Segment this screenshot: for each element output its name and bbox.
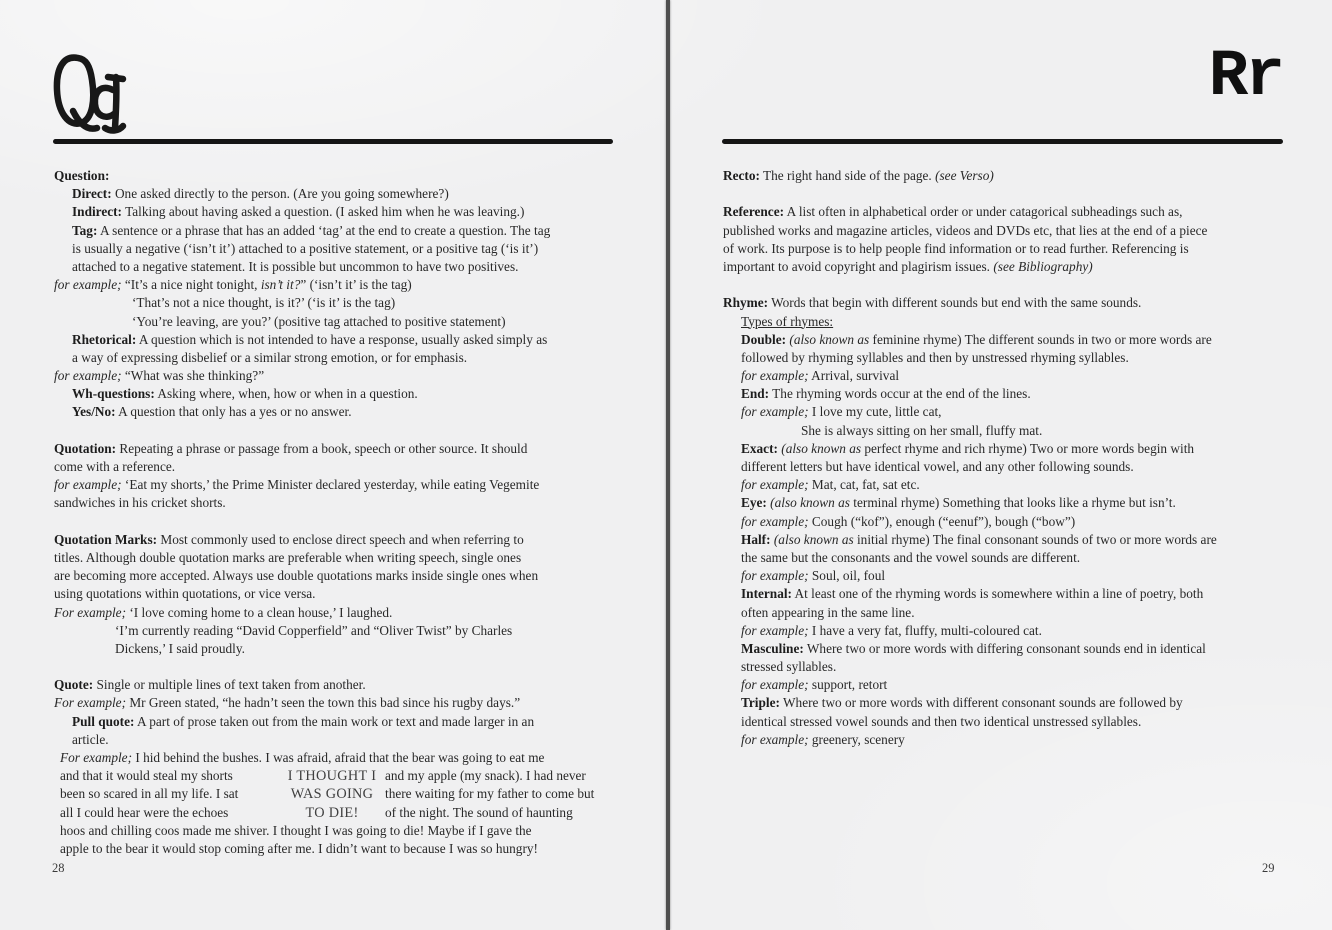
text-line (723, 694, 1291, 712)
text-line (54, 622, 622, 640)
text-line (723, 440, 1291, 458)
text-segment: Half: (741, 531, 771, 547)
text-segment: ‘That’s not a nice thought, is it?’ (‘is it’ is the tag) (132, 295, 396, 311)
text-segment: Mat, cat, fat, sat etc. (808, 477, 920, 493)
text-line (54, 476, 622, 494)
text-segment: a way of expressing disbelief or a similar strong emotion, or for emphasis. (72, 349, 468, 365)
text-segment: isn’t it? (260, 277, 301, 293)
text-segment: Double: (741, 331, 787, 347)
text-segment: (also known as (786, 331, 870, 347)
text-segment: Direct: (72, 186, 112, 202)
text-segment: Arrival, survival (808, 368, 900, 384)
text-segment: stressed syllables. (741, 659, 837, 675)
text-segment: using quotations within quotations, or vice versa. (54, 586, 316, 602)
blank-line (54, 658, 622, 676)
text-segment: different letters but have identical vowel, and any other following sounds. (741, 459, 1134, 474)
page-number-right: 29 (1262, 861, 1275, 875)
text-segment: (also known as (777, 440, 862, 456)
text-line (54, 403, 622, 421)
text-segment: At least one of the rhyming words is somewhere within a line of poetry, both (791, 586, 1204, 602)
text-segment: Triple: (741, 695, 780, 711)
text-line (54, 440, 622, 458)
text-line (54, 604, 622, 622)
text-segment: End: (741, 386, 770, 402)
pull-quote-text: I THOUGHT I (287, 768, 377, 785)
text-segment: initial rhyme) The final consonant sounds of two or more words are (853, 531, 1217, 547)
text-line (723, 349, 1291, 367)
text-segment: support, retort (808, 677, 888, 693)
text-segment: ‘I love coming home to a clean house,’ I laughed. (126, 604, 393, 620)
text-segment: The rhyming words occur at the end of the lines. (769, 386, 1031, 402)
text-line (54, 331, 622, 349)
text-line (54, 458, 622, 476)
text-segment: A list often in alphabetical order or under catagorical subheadings such as, (784, 204, 1183, 220)
text-line (54, 203, 622, 221)
text-line (723, 640, 1291, 658)
text-segment: of the night. The sound of haunting (385, 804, 573, 820)
text-segment: Mr Green stated, “he hadn’t seen the town this bad since his rugby days.” (126, 695, 521, 711)
text-line (54, 840, 622, 858)
text-line (54, 240, 622, 258)
text-line (54, 676, 622, 694)
pull-quote-text: TO DIE! (305, 804, 359, 821)
text-segment: hoos and chilling coos made me shiver. I thought I was going to die! Maybe if I gave the (60, 822, 532, 838)
text-line (723, 476, 1291, 494)
text-segment: article. (72, 731, 109, 747)
text-segment: published works and magazine articles, videos and DVDs etc, that lies at the end of a piece (723, 222, 1208, 238)
text-segment: One asked directly to the person. (Are you going somewhere?) (111, 186, 449, 202)
text-segment: for example; (54, 477, 122, 493)
text-line (723, 549, 1291, 567)
text-line (54, 731, 622, 749)
text-line (54, 385, 622, 403)
text-line (54, 276, 622, 294)
text-segment: ‘I’m currently reading “David Copperfield” and “Oliver Twist” by Charles (115, 622, 513, 638)
text-segment: for example; (741, 622, 809, 638)
text-segment: Rhetorical: (72, 331, 137, 347)
text-segment: For example; (54, 604, 126, 620)
text-segment: Wh-questions: (72, 386, 155, 402)
text-segment: Quotation: (54, 440, 117, 456)
text-segment: Types of rhymes: (741, 313, 834, 329)
text-segment: For example; (54, 695, 126, 711)
text-segment: for example; (741, 677, 809, 693)
text-line (54, 640, 622, 658)
text-line (54, 749, 622, 767)
text-line (54, 531, 622, 549)
text-segment: followed by rhyming syllables and then by unstressed rhyming syllables. (741, 349, 1129, 365)
text-segment: of work. Its purpose is to help people find information or to read further. Referencing is (723, 240, 1189, 256)
blank-line (723, 276, 1291, 294)
text-segment: Talking about having asked a question. (I asked him when he was leaving.) (121, 204, 525, 220)
text-segment: often appearing in the same line. (741, 604, 915, 620)
text-segment: Indirect: (72, 204, 122, 220)
text-segment: ” (‘isn’t it’ is the tag) (300, 277, 412, 293)
text-segment: all I could hear were the echoes (60, 804, 229, 820)
text-line (723, 713, 1291, 731)
text-segment: “What was she thinking?” (121, 368, 265, 384)
text-segment: greenery, scenery (808, 731, 905, 747)
text-segment: Where two or more words with differing consonant sounds end in identical (803, 640, 1206, 656)
text-segment: for example; (741, 404, 809, 420)
text-line (54, 258, 622, 276)
blank-line (723, 185, 1291, 203)
blank-line (54, 422, 622, 440)
text-segment: Recto: (723, 168, 760, 183)
pullquote-wrap-line (54, 785, 622, 803)
text-line (723, 458, 1291, 476)
text-segment: Yes/No: (72, 404, 116, 420)
text-line (723, 622, 1291, 640)
text-segment: for example; (54, 368, 122, 384)
text-line (723, 604, 1291, 622)
text-line (723, 513, 1291, 531)
text-segment: Asking where, when, how or when in a question. (154, 386, 418, 402)
text-segment: are becoming more accepted. Always use double quotations marks inside single ones when (54, 568, 539, 584)
text-segment: Exact: (741, 440, 778, 456)
text-segment: Dickens,’ I said proudly. (115, 640, 245, 656)
heading-rule-left (53, 139, 613, 144)
text-line (723, 203, 1291, 221)
text-segment: attached to a negative statement. It is possible but uncommon to have two positives. (72, 258, 519, 274)
pull-quote-text: WAS GOING (290, 786, 374, 803)
blank-line (54, 513, 622, 531)
text-segment: (also known as (770, 531, 854, 547)
text-segment: been so scared in all my life. I sat (60, 786, 239, 802)
text-line (723, 403, 1291, 421)
text-line (723, 367, 1291, 385)
text-segment: Single or multiple lines of text taken from another. (93, 677, 366, 693)
text-line (723, 531, 1291, 549)
text-line (54, 349, 622, 367)
text-line (723, 294, 1291, 312)
text-segment: (see Verso) (935, 168, 994, 183)
text-segment: for example; (741, 477, 809, 493)
text-line (54, 167, 622, 185)
text-segment: Quote: (54, 677, 94, 693)
text-segment: ‘You’re leaving, are you?’ (positive tag attached to positive statement) (132, 313, 506, 329)
text-line (723, 494, 1291, 512)
text-segment: identical stressed vowel sounds and then two identical unstressed syllables. (741, 713, 1142, 729)
text-line (723, 676, 1291, 694)
text-segment: Words that begin with different sounds but end with the same sounds. (768, 295, 1142, 311)
text-segment: there waiting for my father to come but (385, 786, 595, 802)
text-line (54, 585, 622, 603)
text-segment: for example; (54, 277, 122, 293)
text-segment: feminine rhyme) The different sounds in two or more words are (869, 331, 1212, 347)
text-segment: terminal rhyme) Something that looks like a rhyme but isn’t. (849, 495, 1176, 511)
page-letter-qq (53, 52, 127, 136)
pullquote-wrap-line (54, 804, 622, 822)
text-line (723, 222, 1291, 240)
text-segment: Quotation Marks: (54, 531, 158, 547)
text-segment: For example; (60, 750, 132, 765)
text-segment: Repeating a phrase or passage from a book, speech or other source. It should (116, 440, 528, 456)
page-letter-rr: Rr (1208, 39, 1282, 114)
text-segment: come with a reference. (54, 459, 176, 474)
text-segment: The right hand side of the page. (759, 168, 936, 183)
text-segment: A sentence or a phrase that has an added ‘tag’ at the end to create a question. The tag (97, 222, 551, 238)
text-segment: Reference: (723, 204, 785, 220)
text-segment: sandwiches in his cricket shorts. (54, 495, 226, 511)
text-line (723, 731, 1291, 749)
text-segment: Tag: (72, 222, 98, 238)
text-segment: I hid behind the bushes. I was afraid, afraid that the bear was going to eat me (132, 750, 545, 765)
text-line (54, 494, 622, 512)
text-segment: (see Bibliography) (993, 258, 1093, 274)
text-segment: Where two or more words with different consonant sounds are followed by (779, 695, 1183, 711)
text-segment: A question that only has a yes or no answer. (115, 404, 352, 420)
text-line (723, 658, 1291, 676)
text-segment: Rhyme: (723, 295, 769, 311)
text-segment: perfect rhyme and rich rhyme) Two or more words begin with (861, 440, 1195, 456)
text-segment: A question which is not intended to have a response, usually asked simply as (136, 331, 548, 347)
text-segment: Cough (“kof”), enough (“eenuf”), bough (“bow”) (808, 513, 1076, 529)
text-segment: for example; (741, 568, 809, 584)
text-segment: and my apple (my snack). I had never (385, 768, 586, 784)
text-segment: Eye: (741, 495, 767, 511)
text-column-left (54, 167, 622, 858)
text-segment: She is always sitting on her small, fluffy mat. (801, 422, 1043, 438)
text-segment: for example; (741, 368, 809, 384)
text-segment: Internal: (741, 586, 792, 602)
text-line (54, 822, 622, 840)
text-line (54, 713, 622, 731)
text-segment: I love my cute, little cat, (808, 404, 942, 420)
text-line (54, 294, 622, 312)
heading-rule-right (722, 139, 1283, 144)
text-line (723, 240, 1291, 258)
text-line (54, 313, 622, 331)
text-line (723, 313, 1291, 331)
text-line (723, 331, 1291, 349)
text-line (723, 385, 1291, 403)
text-segment: Soul, oil, foul (808, 568, 886, 584)
text-line (723, 422, 1291, 440)
text-column-right (723, 167, 1291, 749)
text-segment: is usually a negative (‘isn’t it’) attached to a positive statement, or a positive tag (‘is it’) (72, 240, 539, 256)
text-segment: ‘Eat my shorts,’ the Prime Minister declared yesterday, while eating Vegemite (121, 477, 540, 493)
text-segment: Most commonly used to enclose direct speech and when referring to (157, 531, 524, 547)
text-line (54, 222, 622, 240)
text-line (54, 185, 622, 203)
page-number-left: 28 (52, 861, 65, 875)
text-segment: “It’s a nice night tonight, (121, 277, 261, 293)
text-line (54, 367, 622, 385)
text-segment: the same but the consonants and the vowel sounds are different. (741, 549, 1081, 565)
text-line (54, 549, 622, 567)
text-segment: for example; (741, 731, 809, 747)
text-line (723, 258, 1291, 276)
text-segment: titles. Although double quotation marks are preferable when writing speech, single ones (54, 549, 522, 565)
text-segment: Pull quote: (72, 713, 135, 729)
text-segment: Question: (54, 168, 110, 183)
text-line (54, 567, 622, 585)
text-line (723, 585, 1291, 603)
text-segment: (also known as (766, 495, 850, 511)
text-segment: and that it would steal my shorts (60, 768, 233, 784)
text-segment: A part of prose taken out from the main work or text and made larger in an (134, 713, 535, 729)
pullquote-wrap-line (54, 767, 622, 785)
page-gutter-divider (666, 0, 670, 930)
text-segment: I have a very fat, fluffy, multi-coloured cat. (808, 622, 1042, 638)
text-segment: Masculine: (741, 640, 804, 656)
text-segment: important to avoid copyright and plagirism issues. (723, 258, 994, 274)
page-letter-qq-text (0, 0, 1, 1)
text-segment: for example; (741, 513, 809, 529)
text-line (54, 694, 622, 712)
text-line (723, 167, 1291, 185)
text-segment: apple to the bear it would stop coming after me. I didn’t want to because I was so hungry! (60, 840, 538, 856)
text-line (723, 567, 1291, 585)
